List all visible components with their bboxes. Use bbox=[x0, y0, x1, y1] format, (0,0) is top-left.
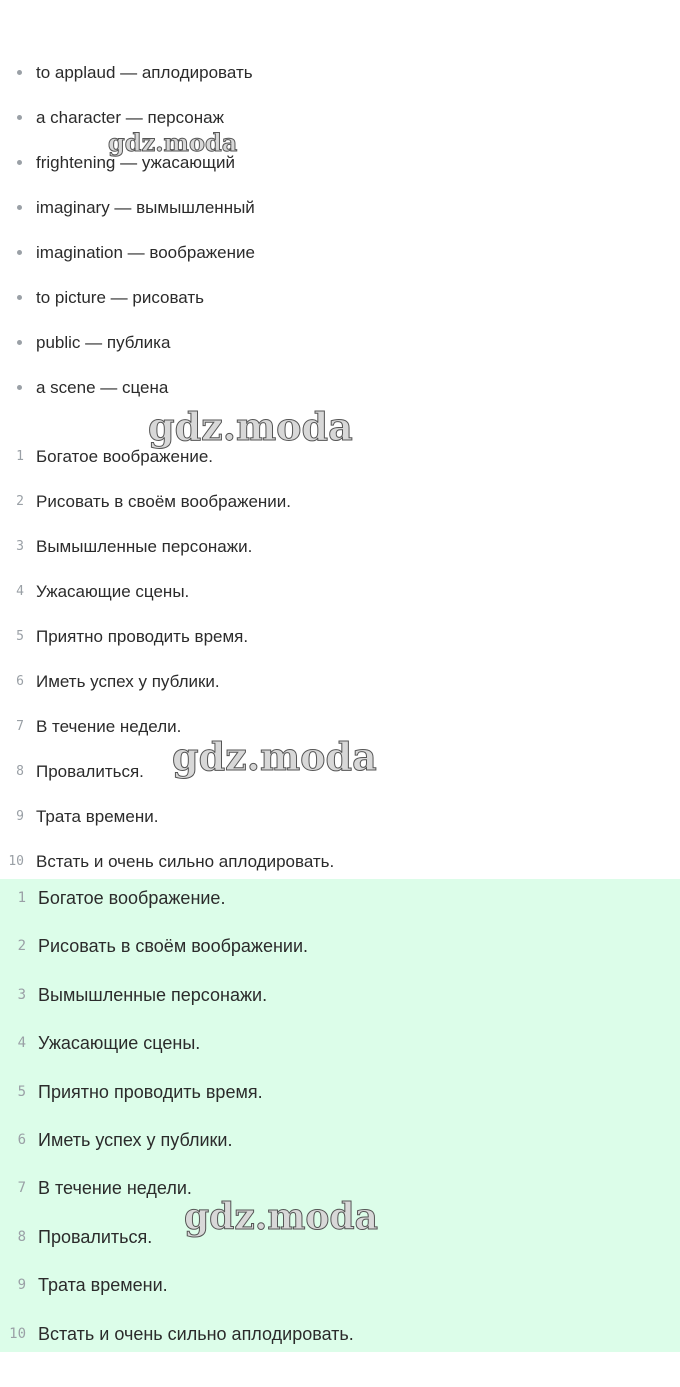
vocabulary-text: public — публика bbox=[36, 333, 171, 352]
vocabulary-item bbox=[0, 185, 680, 230]
vocabulary-text: to picture — рисовать bbox=[36, 288, 205, 307]
bullet-icon bbox=[17, 115, 22, 120]
answer-item bbox=[0, 1164, 680, 1212]
exercise-text: Иметь успех у публики. bbox=[36, 672, 220, 691]
answer-text: В течение недели. bbox=[38, 1178, 192, 1199]
vocabulary-text: to applaud — аплодировать bbox=[36, 63, 253, 82]
bullet-icon bbox=[17, 340, 22, 345]
exercise-text: В течение недели. bbox=[36, 717, 182, 736]
exercise-text: Ужасающие сцены. bbox=[36, 582, 190, 601]
item-number: 1 bbox=[17, 890, 26, 906]
vocabulary-item bbox=[0, 50, 680, 95]
answer-text: Провалиться. bbox=[38, 1226, 153, 1247]
answer-item bbox=[0, 874, 680, 922]
watermark: gdz.moda bbox=[172, 734, 377, 779]
answer-text: Ужасающие сцены. bbox=[38, 1033, 201, 1054]
item-number: 7 bbox=[16, 719, 24, 734]
watermark: gdz.moda bbox=[108, 128, 238, 157]
exercise-text: Провалиться. bbox=[36, 762, 144, 781]
vocabulary-text: a scene — сцена bbox=[36, 378, 169, 397]
vocabulary-item bbox=[0, 95, 680, 140]
exercise-item bbox=[0, 434, 680, 479]
exercise-item bbox=[0, 524, 680, 569]
vocabulary-text: frightening — ужасающий bbox=[36, 153, 236, 172]
answer-list bbox=[0, 874, 680, 1358]
exercise-item bbox=[0, 479, 680, 524]
answer-text: Вымышленные персонажи. bbox=[38, 984, 268, 1005]
watermark: gdz.moda bbox=[184, 1196, 378, 1238]
exercise-item bbox=[0, 569, 680, 614]
exercise-text: Трата времени. bbox=[36, 807, 159, 826]
bullet-icon bbox=[17, 70, 22, 75]
answer-item bbox=[0, 1213, 680, 1261]
item-number: 8 bbox=[17, 1228, 26, 1245]
exercise-text: Рисовать в своём воображении. bbox=[36, 492, 292, 511]
item-number: 4 bbox=[16, 584, 24, 599]
answer-item bbox=[0, 922, 680, 970]
vocabulary-item bbox=[0, 140, 680, 185]
item-number: 10 bbox=[8, 854, 24, 869]
answer-text: Встать и очень сильно аплодировать. bbox=[38, 1323, 354, 1344]
bullet-icon bbox=[17, 385, 22, 390]
watermark: gdz.moda bbox=[148, 404, 353, 449]
exercise-item bbox=[0, 794, 680, 839]
exercise-list bbox=[0, 434, 680, 884]
bullet-icon bbox=[17, 160, 22, 165]
vocabulary-text: imaginary — вымышленный bbox=[36, 198, 255, 217]
vocabulary-item bbox=[0, 230, 680, 275]
exercise-text: Встать и очень сильно аплодировать. bbox=[36, 852, 335, 871]
vocabulary-text: a character — персонаж bbox=[36, 108, 224, 127]
answer-item bbox=[0, 1116, 680, 1164]
item-number: 3 bbox=[16, 539, 24, 554]
item-number: 5 bbox=[17, 1083, 26, 1100]
vocabulary-item bbox=[0, 275, 680, 320]
answer-item bbox=[0, 1068, 680, 1116]
vocabulary-text: imagination — воображение bbox=[36, 243, 255, 262]
answer-text: Богатое воображение. bbox=[38, 888, 226, 908]
answer-text: Приятно проводить время. bbox=[38, 1081, 263, 1102]
item-number: 6 bbox=[17, 1131, 26, 1148]
item-number: 4 bbox=[17, 1035, 26, 1052]
item-number: 2 bbox=[16, 494, 24, 509]
bullet-icon bbox=[17, 250, 22, 255]
item-number: 1 bbox=[16, 449, 24, 464]
answer-item bbox=[0, 1261, 680, 1309]
answer-text: Иметь успех у публики. bbox=[38, 1129, 233, 1150]
item-number: 9 bbox=[16, 809, 24, 824]
exercise-text: Вымышленные персонажи. bbox=[36, 537, 253, 556]
exercise-item bbox=[0, 749, 680, 794]
exercise-item bbox=[0, 659, 680, 704]
vocabulary-list bbox=[0, 50, 680, 410]
exercise-item bbox=[0, 704, 680, 749]
vocabulary-item bbox=[0, 320, 680, 365]
item-number: 5 bbox=[16, 629, 24, 644]
item-number: 3 bbox=[17, 986, 26, 1003]
item-number: 10 bbox=[9, 1325, 26, 1342]
exercise-text: Приятно проводить время. bbox=[36, 627, 249, 646]
answer-item bbox=[0, 1019, 680, 1067]
exercise-text: Богатое воображение. bbox=[36, 447, 214, 466]
exercise-item bbox=[0, 614, 680, 659]
bullet-icon bbox=[17, 295, 22, 300]
item-number: 7 bbox=[17, 1180, 26, 1197]
item-number: 6 bbox=[16, 674, 24, 689]
answer-text: Трата времени. bbox=[38, 1275, 168, 1296]
vocabulary-item bbox=[0, 365, 680, 410]
item-number: 9 bbox=[17, 1277, 26, 1294]
answer-item bbox=[0, 971, 680, 1019]
answer-item bbox=[0, 1310, 680, 1358]
answer-text: Рисовать в своём воображении. bbox=[38, 936, 309, 957]
item-number: 8 bbox=[16, 764, 24, 779]
bullet-icon bbox=[17, 205, 22, 210]
item-number: 2 bbox=[17, 938, 26, 955]
